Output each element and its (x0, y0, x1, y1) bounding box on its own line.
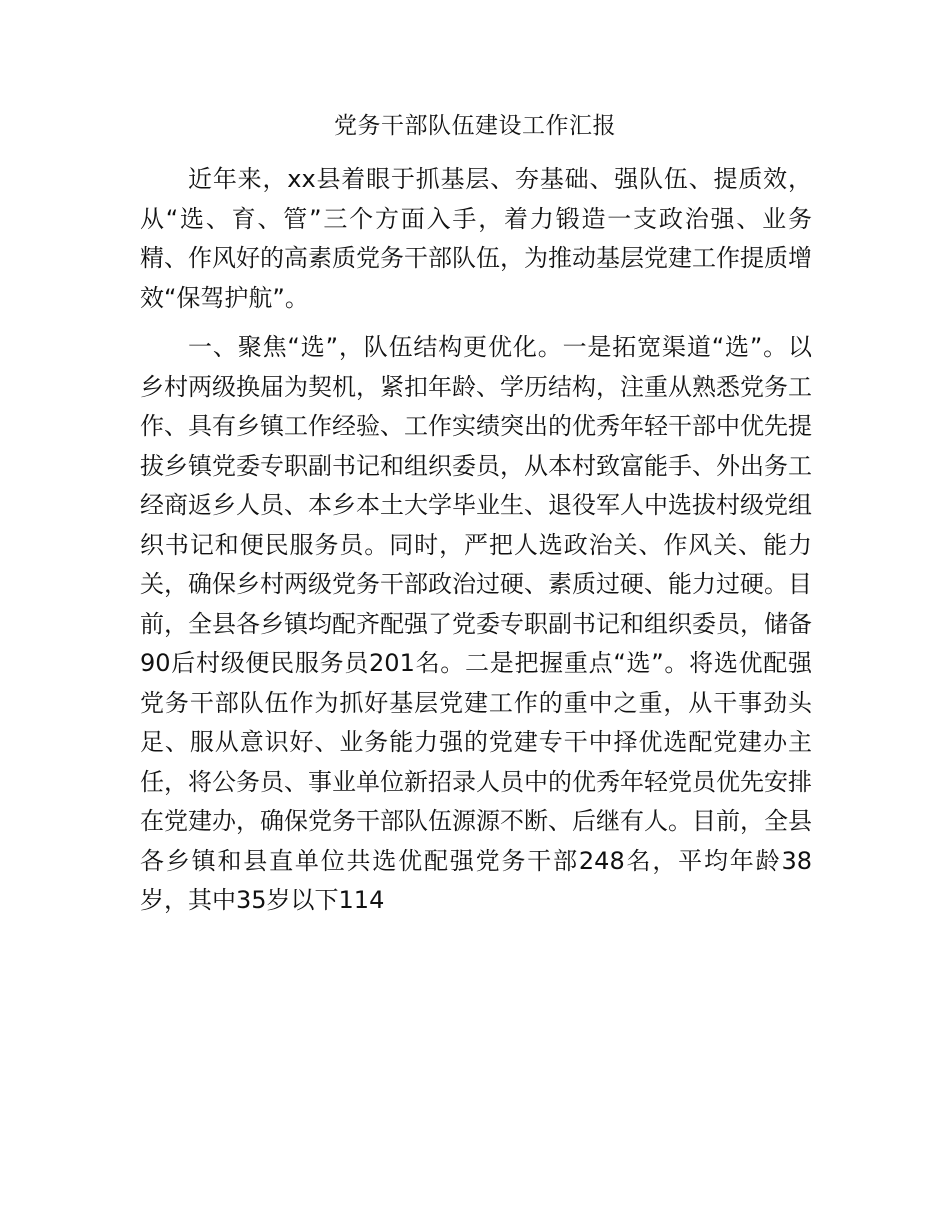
document-body (140, 160, 812, 921)
paragraph-section-1: 一、聚焦“选”，队伍结构更优化。一是拓宽渠道“选”。以乡村两级换届为契机，紧扣年龄、学历结构，注重从熟悉党务工作、具有乡镇工作经验、工作实绩突出的优秀年轻干部中优先提拔乡镇党委专职副书记和组织委员，从本村致富能手、外出务工经商返乡人员、本乡本土大学毕业生、退役军人中选拔村级党组织书记和便民服务员。同时，严把人选政治关、作风关、能力关，确保乡村两级党务干部政治过硬、素质过硬、能力过硬。目前，全县各乡镇均配齐配强了党委专职副书记和组织委员，储备90后村级便民服务员201名。二是把握重点“选”。将选优配强党务干部队伍作为抓好基层党建工作的重中之重，从干事劲头足、服从意识好、业务能力强的党建专干中择优选配党建办主任，将公务员、事业单位新招录人员中的优秀年轻党员优先安排在党建办，确保党务干部队伍源源不断、后继有人。目前，全县各乡镇和县直单位共选优配强党务干部248名，平均年龄38岁，其中35岁以下114 (140, 333, 812, 914)
paragraph-intro: 近年来，xx县着眼于抓基层、夯基础、强队伍、提质效，从“选、育、管”三个方面入手，着力锻造一支政治强、业务精、作风好的高素质党务干部队伍，为推动基层党建工作提质增效“保驾护航”。 (140, 165, 812, 312)
document-title: 党务干部队伍建设工作汇报 (334, 113, 616, 139)
